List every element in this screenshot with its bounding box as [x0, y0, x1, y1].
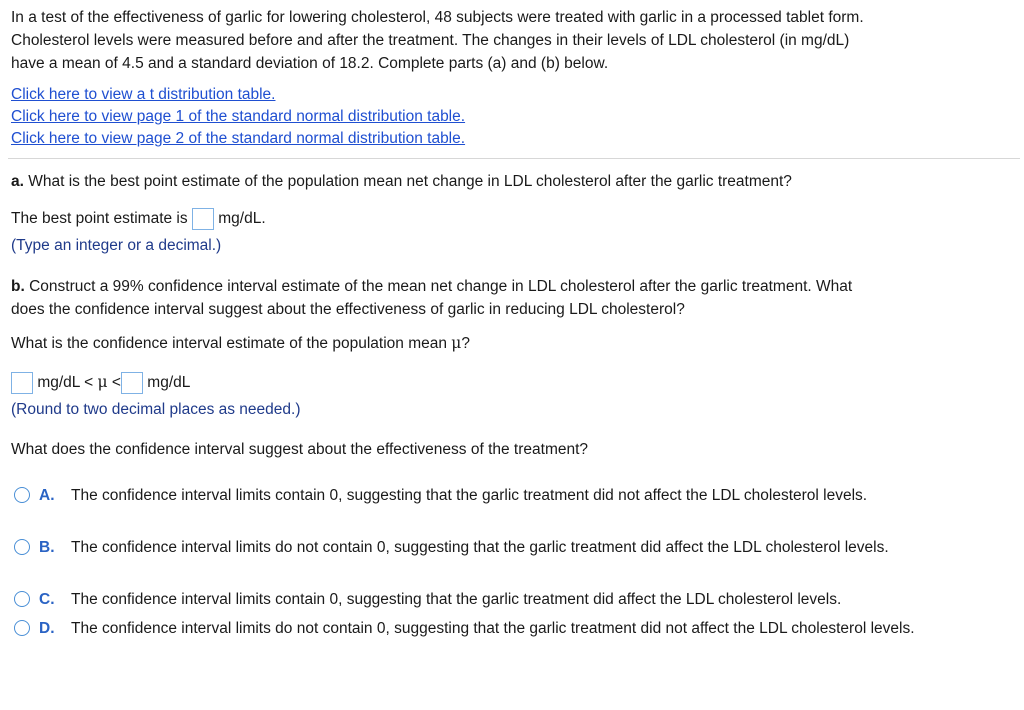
option-a-text: The confidence interval limits contain 0, suggesting that the garlic treatment did not affect the LDL cholesterol levels.: [71, 487, 868, 504]
problem-statement: [11, 6, 864, 75]
ci-upper-input[interactable]: [121, 372, 143, 394]
option-c[interactable]: [14, 588, 1021, 611]
option-b-radio[interactable]: [14, 539, 30, 555]
effect-question: What does the confidence interval suggest about the effectiveness of the treatment?: [11, 441, 589, 458]
option-c-text: The confidence interval limits contain 0, suggesting that the garlic treatment did affect the LDL cholesterol levels.: [71, 591, 842, 608]
ci-upper-unit: mg/dL: [147, 374, 191, 391]
mu-symbol: μ: [451, 334, 462, 352]
part-a-question: [11, 170, 792, 193]
option-d-radio[interactable]: [14, 620, 30, 636]
option-a-radio[interactable]: [14, 487, 30, 503]
problem-line-2: Cholesterol levels were measured before and after the treatment. The changes in their levels of LDL cholesterol (in mg/dL): [11, 32, 850, 49]
normal-table-page2-link[interactable]: Click here to view page 2 of the standard normal distribution table.: [11, 130, 466, 147]
option-c-letter: C.: [39, 591, 55, 608]
part-b-hint: (Round to two decimal places as needed.): [11, 401, 301, 418]
part-b-question-line2: does the confidence interval suggest about the effectiveness of garlic in reducing LDL cholesterol?: [11, 301, 685, 318]
option-b[interactable]: [14, 536, 1021, 559]
section-divider: [8, 158, 1020, 159]
normal-table-page1-link[interactable]: Click here to view page 1 of the standard normal distribution table.: [11, 108, 466, 125]
part-a-hint: (Type an integer or a decimal.): [11, 237, 222, 254]
ci-lower-input[interactable]: [11, 372, 33, 394]
problem-line-1: In a test of the effectiveness of garlic for lowering cholesterol, 48 subjects were treated with garlic in a processed tablet form.: [11, 9, 864, 26]
ci-lower-unit: mg/dL: [37, 374, 80, 391]
ci-mu-symbol: μ: [97, 373, 108, 391]
option-d-letter: D.: [39, 620, 55, 637]
part-b-question-line1: Construct a 99% confidence interval estimate of the mean net change in LDL cholesterol after the garlic treatment. What: [29, 278, 853, 295]
option-d-text: The confidence interval limits do not contain 0, suggesting that the garlic treatment did not affect the LDL cholesterol levels.: [71, 620, 915, 637]
option-b-text: The confidence interval limits do not contain 0, suggesting that the garlic treatment did affect the LDL cholesterol levels.: [71, 539, 889, 556]
part-b-question: [11, 275, 852, 321]
part-a-label: a.: [11, 173, 24, 190]
table-links: [11, 84, 465, 150]
option-c-radio[interactable]: [14, 591, 30, 607]
problem-line-3: have a mean of 4.5 and a standard deviation of 18.2. Complete parts (a) and (b) below.: [11, 55, 609, 72]
option-b-letter: B.: [39, 539, 55, 556]
option-a[interactable]: [14, 484, 1021, 507]
point-estimate-prefix: The best point estimate is: [11, 210, 188, 227]
point-estimate-unit: mg/dL.: [218, 210, 266, 227]
part-b-label: b.: [11, 278, 25, 295]
ci-question: [11, 332, 470, 355]
point-estimate-row: [11, 207, 266, 230]
ci-question-mark: ?: [461, 335, 470, 352]
ci-lt-1: <: [84, 374, 94, 391]
option-a-letter: A.: [39, 487, 55, 504]
ci-input-row: [11, 371, 190, 394]
option-d[interactable]: [14, 617, 1021, 640]
point-estimate-input[interactable]: [192, 208, 214, 230]
ci-question-text: What is the confidence interval estimate of the population mean: [11, 335, 447, 352]
t-distribution-table-link[interactable]: Click here to view a t distribution table.: [11, 86, 276, 103]
part-a-question-text: What is the best point estimate of the population mean net change in LDL cholesterol after the garlic treatment?: [28, 173, 792, 190]
ci-lt-2: <: [111, 374, 121, 391]
